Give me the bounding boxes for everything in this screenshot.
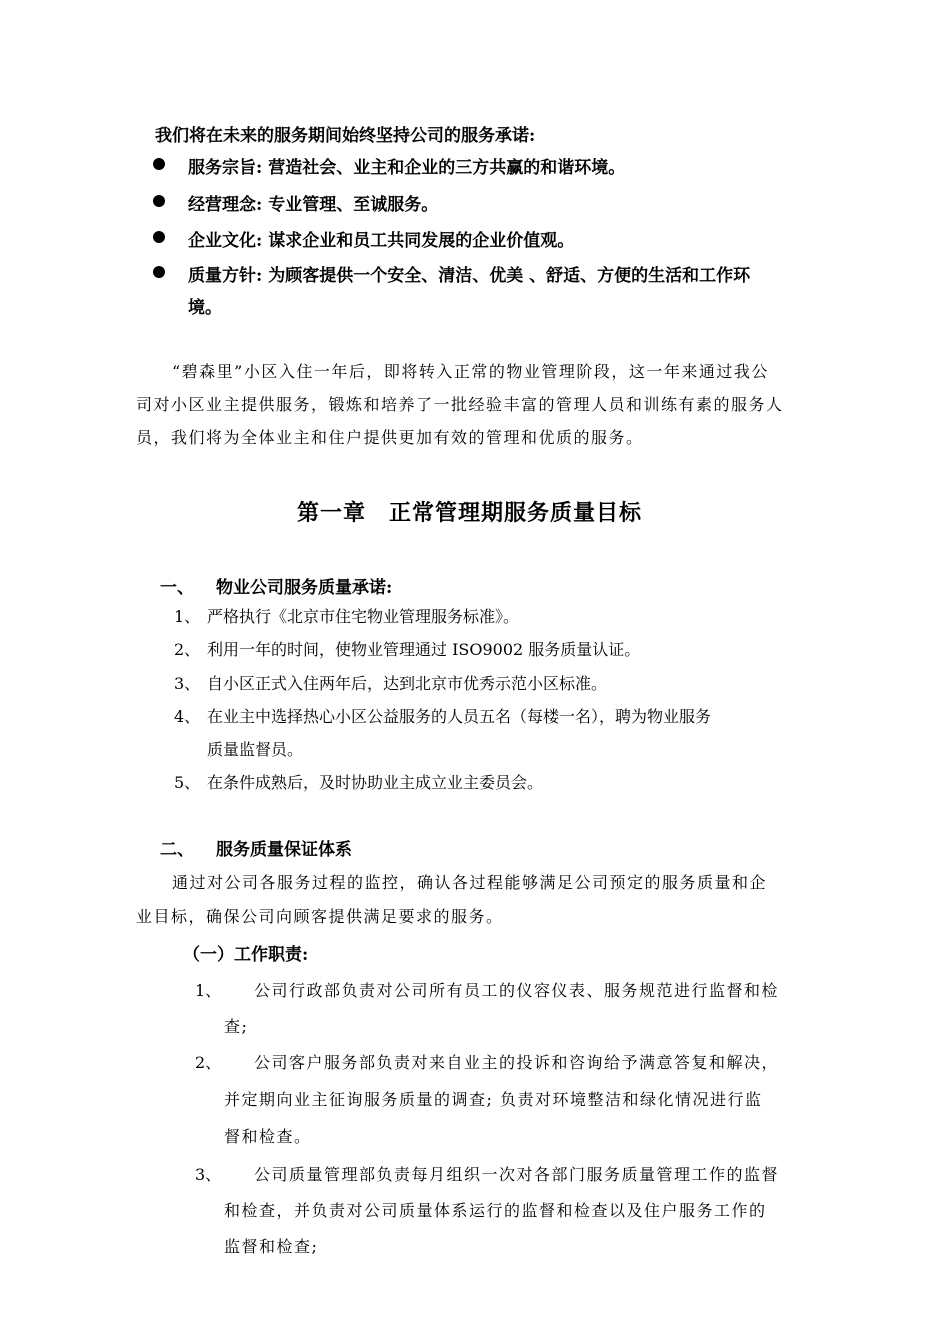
duty-line: 监督和检查; xyxy=(224,1237,319,1256)
duty-number: 3、 xyxy=(195,1165,222,1184)
section-heading: 物业公司服务质量承诺: xyxy=(216,578,393,598)
paragraph-line: 员，我们将为全体业主和住户提供更加有效的管理和优质的服务。 xyxy=(136,428,644,447)
duty-line: 公司行政部负责对公司所有员工的仪容仪表、服务规范进行监督和检 xyxy=(254,981,780,1000)
section-heading: 服务质量保证体系 xyxy=(216,840,352,860)
list-number: 5、 xyxy=(174,773,201,792)
promise-item: 质量方针: 为顾客提供一个安全、清洁、优美 、舒适、方便的生活和工作环 xyxy=(188,266,751,286)
promise-item: 服务宗旨: 营造社会、业主和企业的三方共赢的和谐环境。 xyxy=(188,158,626,178)
bullet-icon xyxy=(153,158,165,170)
paragraph-line: 业目标，确保公司向顾客提供满足要求的服务。 xyxy=(136,907,504,926)
sub-heading: （一）工作职责: xyxy=(183,945,309,965)
duty-line: 公司客户服务部负责对来自业主的投诉和咨询给予满意答复和解决， xyxy=(254,1053,780,1072)
duty-line: 查; xyxy=(224,1017,249,1036)
list-number: 4、 xyxy=(174,707,201,726)
promise-item: 企业文化: 谋求企业和员工共同发展的企业价值观。 xyxy=(188,231,575,251)
duty-number: 1、 xyxy=(195,981,222,1000)
list-item: 在业主中选择热心小区公益服务的人员五名（每楼一名），聘为物业服务 xyxy=(207,707,712,726)
duty-line: 督和检查。 xyxy=(224,1127,312,1146)
promise-item: 经营理念: 专业管理、至诚服务。 xyxy=(188,195,439,215)
duty-line: 公司质量管理部负责每月组织一次对各部门服务质量管理工作的监督 xyxy=(254,1165,780,1184)
bullet-icon xyxy=(153,231,165,243)
paragraph-line: 司对小区业主提供服务，锻炼和培养了一批经验丰富的管理人员和训练有素的服务人 xyxy=(136,395,784,414)
list-number: 2、 xyxy=(174,640,201,659)
duty-number: 2、 xyxy=(195,1053,222,1072)
section-number: 二、 xyxy=(160,840,194,860)
list-item: 在条件成熟后，及时协助业主成立业主委员会。 xyxy=(207,773,544,792)
list-item: 利用一年的时间，使物业管理通过 ISO9002 服务质量认证。 xyxy=(207,640,641,659)
paragraph-line: “碧森里”小区入住一年后，即将转入正常的物业管理阶段，这一年来通过我公 xyxy=(172,362,769,381)
bullet-icon xyxy=(153,266,165,278)
duty-line: 和检查，并负责对公司质量体系运行的监督和检查以及住户服务工作的 xyxy=(224,1201,767,1220)
list-number: 3、 xyxy=(174,674,201,693)
promise-intro: 我们将在未来的服务期间始终坚持公司的服务承诺: xyxy=(155,126,536,146)
list-number: 1、 xyxy=(174,607,201,626)
promise-item-continuation: 境。 xyxy=(188,298,222,318)
paragraph-line: 通过对公司各服务过程的监控，确认各过程能够满足公司预定的服务质量和企 xyxy=(172,873,768,892)
section-number: 一、 xyxy=(160,578,194,598)
list-item: 自小区正式入住两年后，达到北京市优秀示范小区标准。 xyxy=(207,674,608,693)
list-item-continuation: 质量监督员。 xyxy=(207,740,304,759)
bullet-icon xyxy=(153,195,165,207)
list-item: 严格执行《北京市住宅物业管理服务标准》。 xyxy=(207,607,520,626)
chapter-title: 第一章 正常管理期服务质量目标 xyxy=(297,500,643,526)
duty-line: 并定期向业主征询服务质量的调查; 负责对环境整洁和绿化情况进行监 xyxy=(224,1090,763,1109)
